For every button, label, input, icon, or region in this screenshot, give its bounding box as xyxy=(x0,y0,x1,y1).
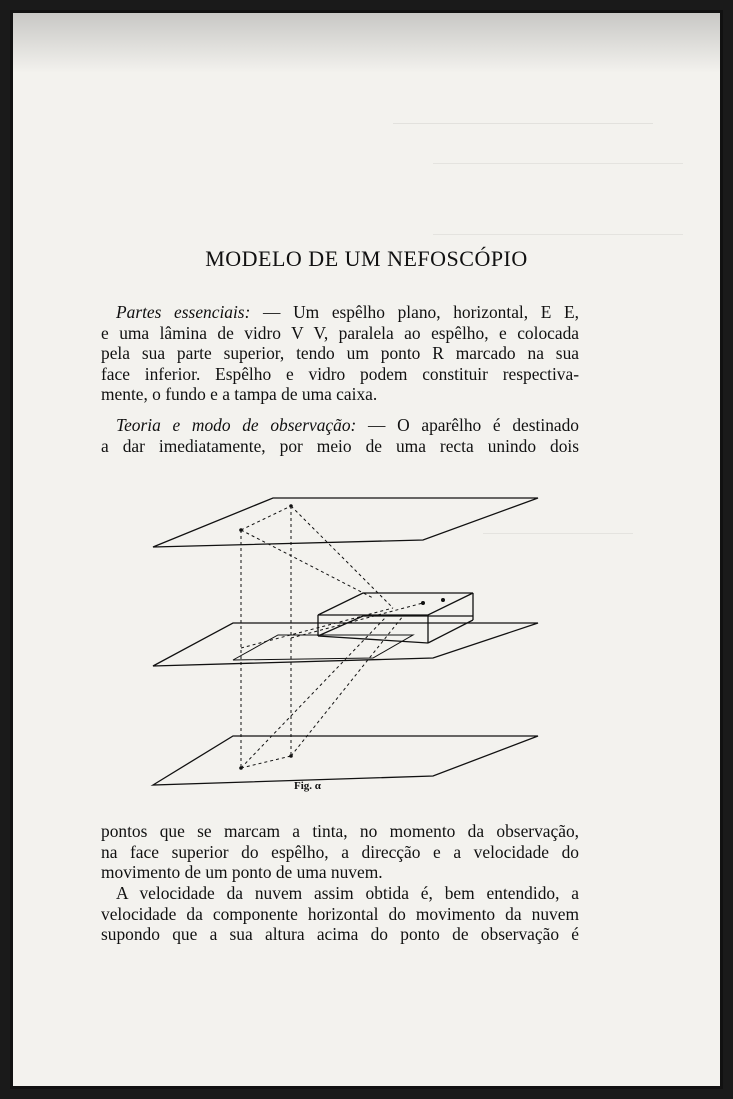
text-line: Partes essenciais: — Um espêlho plano, horizontal, E E, xyxy=(116,302,579,322)
point-marker xyxy=(441,598,445,602)
point-marker xyxy=(239,766,243,770)
sight-line xyxy=(291,603,423,638)
text-line: mente, o fundo e a tampa de uma caixa. xyxy=(101,384,378,404)
sight-line xyxy=(241,618,385,768)
text-line: e uma lâmina de vidro V V, paralela ao espêlho, e colocada xyxy=(101,322,579,343)
paragraph-velocity xyxy=(101,883,579,945)
mirror-outline xyxy=(233,635,413,660)
text-line: na face superior do espêlho, a direcção e a velocidade do xyxy=(101,841,579,862)
box-bottom xyxy=(318,616,473,636)
point-marker xyxy=(421,601,425,605)
paragraph-result xyxy=(101,821,579,883)
page-title: MODELO DE UM NEFOSCÓPIO xyxy=(205,246,528,271)
text-line: Teoria e modo de observação: — O aparêlho é destinado xyxy=(116,415,580,435)
box-top xyxy=(318,593,473,615)
paragraph-lead: Teoria e modo de observação: xyxy=(116,415,357,435)
document-page xyxy=(10,10,723,1089)
text-line: velocidade da componente horizontal do movimento da nuvem xyxy=(101,903,579,924)
paragraph-lead: Partes essenciais: xyxy=(116,302,251,322)
nephoscope-diagram xyxy=(123,478,573,813)
point-marker xyxy=(239,528,243,532)
bottom-plane xyxy=(153,736,538,785)
sight-line xyxy=(241,608,393,648)
text-line: A velocidade da nuvem assim obtida é, bem entendido, a xyxy=(116,883,579,903)
text-line: supondo que a sua altura acima do ponto de observação é xyxy=(101,924,579,944)
text-line: pela sua parte superior, tendo um ponto R marcado na sua xyxy=(101,343,579,363)
show-through-mark xyxy=(433,163,683,235)
figure-caption: Fig. α xyxy=(294,780,321,792)
text-line: movimento de um ponto de uma nuvem. xyxy=(101,862,383,882)
text-line: a dar imediatamente, por meio de uma recta unindo dois xyxy=(101,435,579,456)
top-plane xyxy=(153,498,538,547)
point-marker xyxy=(289,754,293,758)
paragraph-essential-parts xyxy=(101,302,579,405)
sight-line xyxy=(241,506,291,530)
paragraph-theory xyxy=(101,415,579,456)
text-line: face inferior. Espêlho e vidro podem constituir respectiva- xyxy=(101,363,579,384)
show-through-mark xyxy=(393,123,653,132)
text-line: pontos que se marcam a tinta, no momento da observação, xyxy=(101,821,579,841)
sight-line xyxy=(291,506,393,608)
point-marker xyxy=(289,504,293,508)
sight-line xyxy=(241,756,291,768)
box-edge xyxy=(318,636,428,643)
sight-line xyxy=(241,530,373,598)
scan-shadow xyxy=(13,13,720,73)
sight-line xyxy=(291,616,403,756)
